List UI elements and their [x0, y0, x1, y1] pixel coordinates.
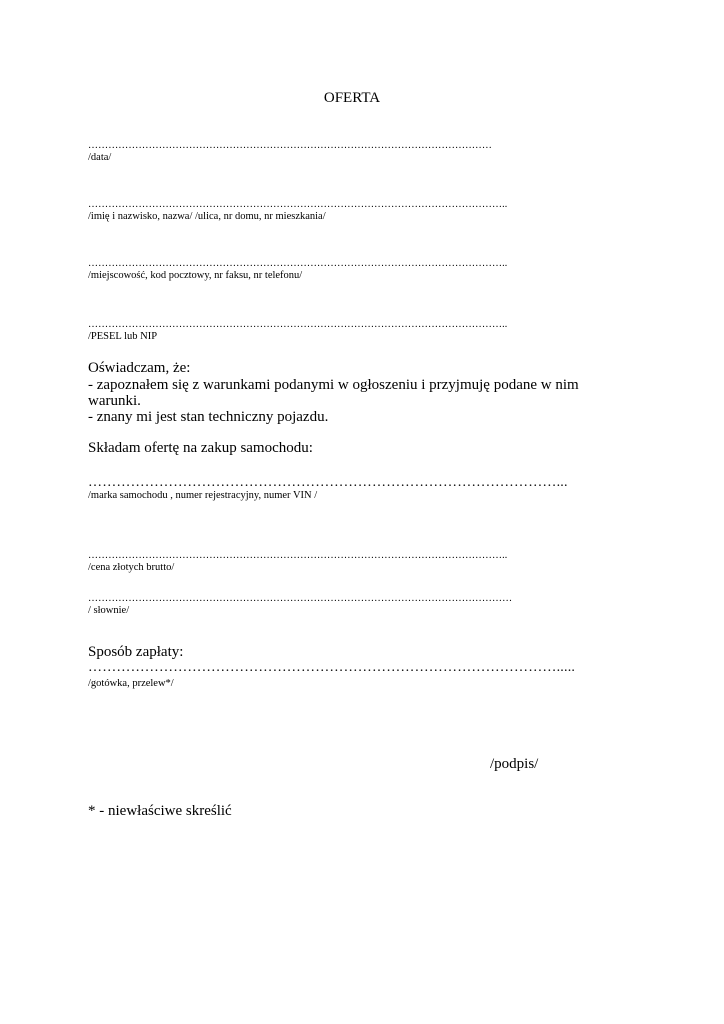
payment-field-line[interactable]: ………………………………………………………………………………………..... — [88, 660, 576, 675]
date-field-label: /data/ — [88, 152, 112, 163]
price-field-line[interactable]: …………………………………………………………………………………………………………….. — [88, 550, 508, 561]
signature-label: /podpis/ — [490, 756, 539, 772]
words-field-line[interactable]: ……………………………………………………………………………………………………………… — [88, 593, 513, 604]
declaration-line-2: warunki. — [88, 393, 141, 409]
date-field-line[interactable]: ………………………………………………………………………………………………………… — [88, 140, 492, 151]
footnote: * - niewłaściwe skreślić — [88, 803, 232, 819]
declaration-line-1: - zapoznałem się z warunkami podanymi w ogłoszeniu i przyjmuję podane w nim — [88, 377, 579, 393]
car-field-line[interactable]: ………………………………………………………………………………………... — [88, 475, 568, 490]
words-field-label: / słownie/ — [88, 605, 130, 616]
offer-heading: Składam ofertę na zakup samochodu: — [88, 440, 313, 456]
declaration-line-3: - znany mi jest stan techniczny pojazdu. — [88, 409, 329, 425]
declaration-heading: Oświadczam, że: — [88, 360, 191, 376]
name-address-field-line[interactable]: …………………………………………………………………………………………………………….. — [88, 199, 508, 210]
city-contact-field-label: /miejscowość, kod pocztowy, nr faksu, nr telefonu/ — [88, 270, 303, 281]
price-field-label: /cena złotych brutto/ — [88, 562, 175, 573]
pesel-field-label: /PESEL lub NIP — [88, 331, 158, 342]
page-title: OFERTA — [323, 90, 381, 106]
city-contact-field-line[interactable]: …………………………………………………………………………………………………………….. — [88, 258, 508, 269]
payment-heading: Sposób zapłaty: — [88, 644, 184, 660]
car-field-label: /marka samochodu , numer rejestracyjny, numer VIN / — [88, 490, 318, 501]
pesel-field-line[interactable]: …………………………………………………………………………………………………………….. — [88, 319, 508, 330]
payment-field-label: /gotówka, przelew*/ — [88, 678, 174, 689]
name-address-field-label: /imię i nazwisko, nazwa/ /ulica, nr domu, nr mieszkania/ — [88, 211, 326, 222]
